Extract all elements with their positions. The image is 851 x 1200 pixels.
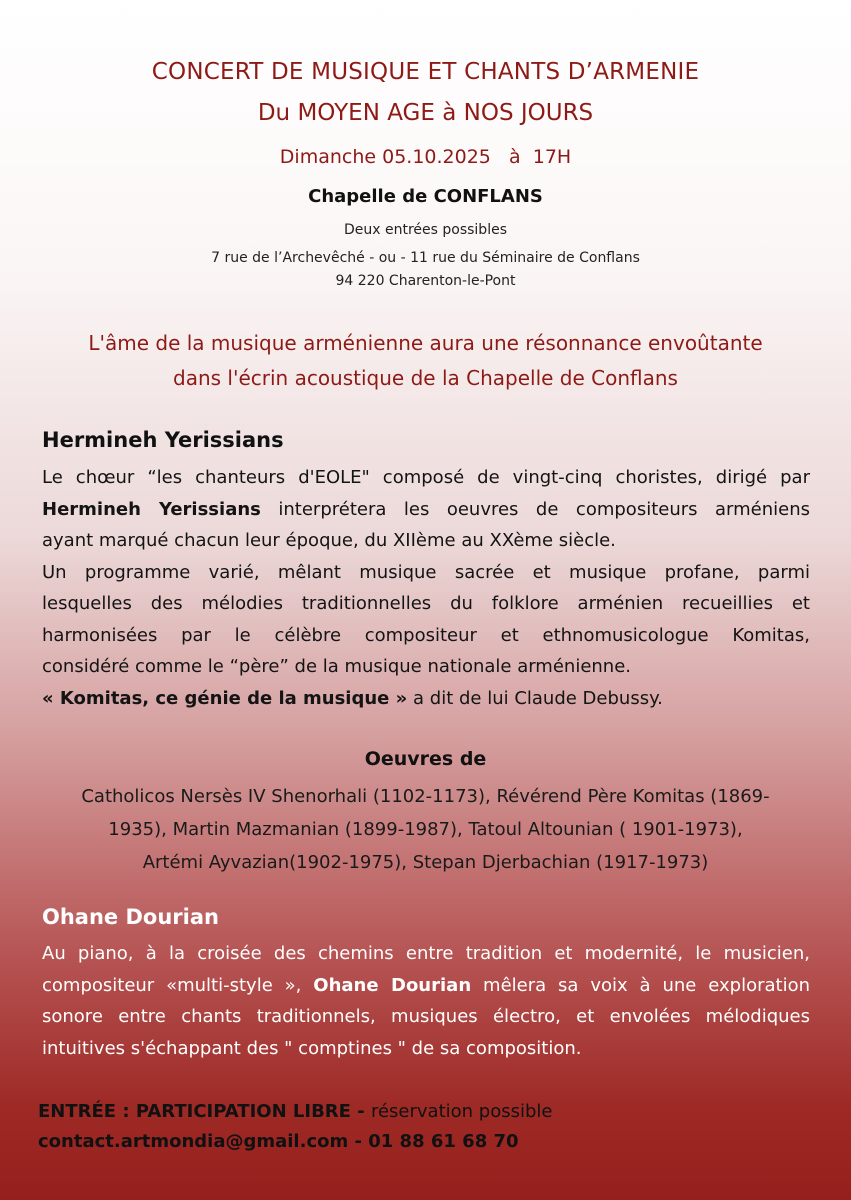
lead-line-2: dans l'écrin acoustique de la Chapelle de Conflans	[173, 366, 678, 390]
paragraph-text: mêlera sa voix à une exploration	[471, 974, 810, 996]
section-heading-hermineh: Hermineh Yerissians	[42, 428, 284, 452]
entry-info	[38, 1101, 552, 1122]
address-line-1: 7 rue de l’Archevêché - ou - 11 rue du Séminaire de Conflans	[211, 250, 640, 266]
paragraph-line: considéré comme le “père” de la musique nationale arménienne.	[42, 656, 632, 677]
pianist-name: Ohane Dourian	[313, 974, 472, 996]
hermineh-paragraph	[42, 462, 810, 714]
address-line-2: 94 220 Charenton-le-Pont	[335, 273, 516, 289]
paragraph-line	[42, 494, 810, 526]
paragraph-line: Au piano, à la croisée des chemins entre tradition et modernité, le musicien,	[42, 943, 810, 964]
paragraph-text: interprétera les oeuvres de compositeurs arméniens	[260, 498, 811, 520]
composers-line: Catholicos Nersès IV Shenorhali (1102-1173), Révérend Père Komitas (1869-	[81, 786, 770, 807]
lead-line-1: L'âme de la musique arménienne aura une résonnance envoûtante	[88, 331, 763, 355]
paragraph-line: Le chœur “les chanteurs d'EOLE" composé de vingt-cinq choristes, dirigé par	[42, 467, 810, 488]
paragraph-line: lesquelles des mélodies traditionnelles du folklore arménien recueillies et	[42, 593, 810, 614]
paragraph-text: compositeur «multi-style »,	[42, 974, 314, 996]
title-line-1: CONCERT DE MUSIQUE ET CHANTS D’ARMENIE	[151, 59, 700, 85]
paragraph-line: harmonisées par le célèbre compositeur et ethnomusicologue Komitas,	[42, 624, 810, 646]
date-time: Dimanche 05.10.2025 à 17H	[279, 146, 572, 168]
composers-line: Artémi Ayvazian(1902-1975), Stepan Djerbachian (1917-1973)	[142, 852, 709, 873]
paragraph-text: a dit de lui Claude Debussy.	[407, 687, 663, 709]
section-heading-ohane: Ohane Dourian	[42, 905, 219, 929]
oeuvres-title: Oeuvres de	[364, 748, 487, 770]
debussy-quote-line	[42, 683, 810, 715]
entry-label: ENTRÉE : PARTICIPATION LIBRE -	[38, 1101, 371, 1122]
conductor-name: Hermineh Yerissians	[42, 498, 261, 520]
paragraph-line: Un programme varié, mêlant musique sacrée et musique profane, parmi	[42, 561, 810, 583]
venue-name: Chapelle de CONFLANS	[308, 186, 543, 207]
debussy-quote: « Komitas, ce génie de la musique »	[42, 687, 408, 709]
entrances-note: Deux entrées possibles	[343, 222, 507, 238]
contact-info: contact.artmondia@gmail.com - 01 88 61 68 70	[38, 1131, 519, 1152]
paragraph-line	[42, 970, 810, 1002]
composers-line: 1935), Martin Mazmanian (1899-1987), Tatoul Altounian ( 1901-1973),	[108, 819, 743, 840]
paragraph-line: sonore entre chants traditionnels, musiques électro, et envolées mélodiques	[42, 1006, 810, 1027]
paragraph-line: intuitives s'échappant des " comptines " de sa composition.	[42, 1037, 582, 1059]
paragraph-line: ayant marqué chacun leur époque, du XIIème au XXème siècle.	[42, 530, 616, 551]
composers-list	[30, 780, 821, 879]
title-line-2: Du MOYEN AGE à NOS JOURS	[257, 100, 594, 126]
reservation-note: réservation possible	[370, 1101, 553, 1122]
ohane-paragraph	[42, 938, 810, 1064]
